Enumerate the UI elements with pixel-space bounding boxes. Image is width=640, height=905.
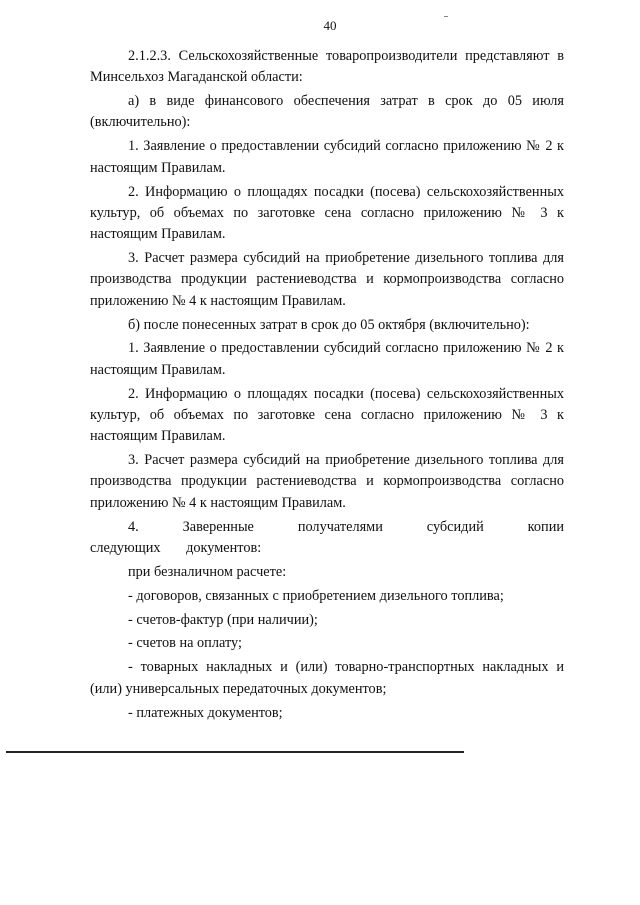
list-item-invoices: - счетов-фактур (при наличии); (128, 611, 318, 628)
document-body (90, 46, 564, 726)
paragraph-b-after-costs: б) после понесенных затрат в срок до 05 октября (включительно): (128, 316, 530, 333)
paragraph-2-1-2-3: 2.1.2.3. Сельскохозяйственные товаропроизводители представляют в Минсельхоз Магаданской области: (90, 48, 564, 86)
list-item-fuel-contracts: - договоров, связанных с приобретением дизельного топлива; (128, 587, 504, 604)
scan-artifact (444, 16, 448, 17)
paragraph-item-4-certified-copies: 4. Заверенные получателями субсидий копии следующих документов: (90, 518, 564, 556)
footnote-separator-line (6, 751, 464, 753)
list-item-payment-documents: - платежных документов; (128, 704, 283, 721)
paragraph-b-item-2: 2. Информацию о площадях посадки (посева) сельскохозяйственных культур, об объемах по заготовке сена согласно приложению № 3 к настоящим Правилам. (90, 385, 564, 445)
list-item-waybills: - товарных накладных и (или) товарно-транспортных накладных и (или) универсальных передаточных документов; (90, 659, 564, 697)
paragraph-a-item-2: 2. Информацию о площадях посадки (посева) сельскохозяйственных культур, об объемах по заготовке сена согласно приложению № 3 к настоящим Правилам. (90, 183, 564, 243)
list-item-payment-bills: - счетов на оплату; (128, 635, 242, 652)
paragraph-b-item-3: 3. Расчет размера субсидий на приобретение дизельного топлива для производства продукции растениеводства и кормопроизводства согласно приложению № 4 к настоящим Правилам. (90, 452, 564, 511)
paragraph-a-financial-support: а) в виде финансового обеспечения затрат в срок до 05 июля (включительно): (90, 93, 564, 131)
paragraph-a-item-1: 1. Заявление о предоставлении субсидий согласно приложению № 2 к настоящим Правилам. (90, 138, 564, 176)
paragraph-b-item-1: 1. Заявление о предоставлении субсидий согласно приложению № 2 к настоящим Правилам. (90, 340, 564, 378)
paragraph-a-item-3: 3. Расчет размера субсидий на приобретение дизельного топлива для производства продукции растениеводства и кормопроизводства согласно приложению № 4 к настоящим Правилам. (90, 250, 564, 309)
paragraph-cashless-payment: при безналичном расчете: (128, 563, 287, 580)
page-number: 40 (323, 18, 337, 33)
